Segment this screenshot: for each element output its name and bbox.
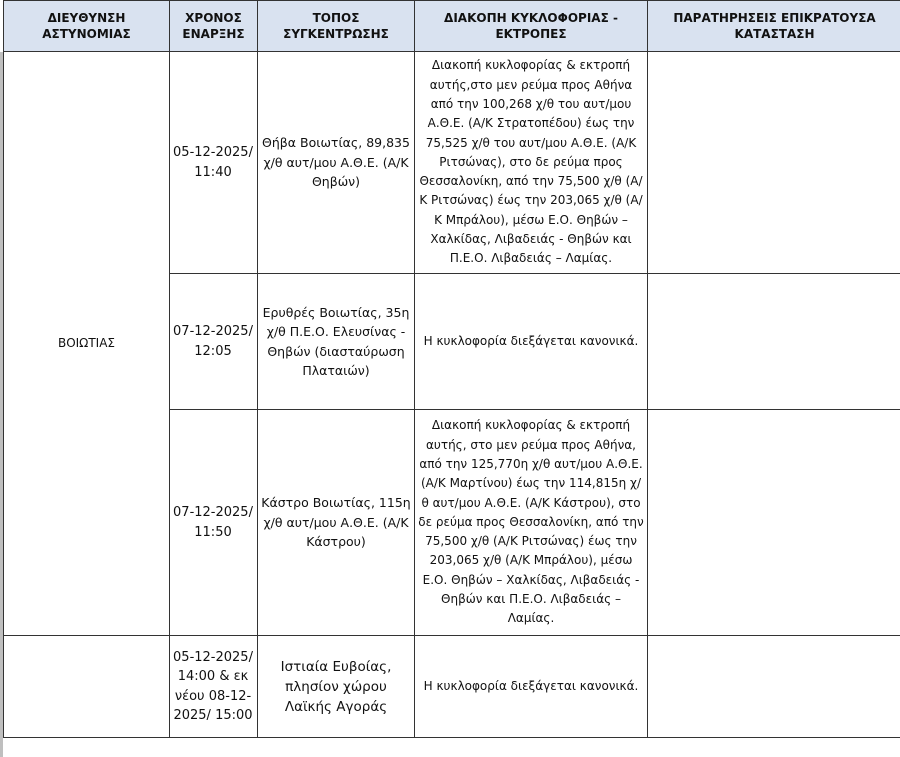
remarks-cell xyxy=(648,274,900,410)
traffic-cell: Η κυκλοφορία διεξάγεται κανονικά. xyxy=(415,274,648,410)
header-gathering-place: ΤΟΠΟΣ ΣΥΓΚΕΝΤΡΩΣΗΣ xyxy=(258,1,415,52)
remarks-cell xyxy=(648,636,900,738)
start-time-cell: 07-12-2025/ 12:05 xyxy=(170,274,258,410)
header-start-time: ΧΡΟΝΟΣ ΕΝΑΡΞΗΣ xyxy=(170,1,258,52)
place-cell: Θήβα Βοιωτίας, 89,835 χ/θ αυτ/μου Α.Θ.Ε. (Α/Κ Θηβών) xyxy=(258,52,415,274)
header-direction: ΔΙΕΥΘΥΝΣΗ ΑΣΤΥΝΟΜΙΑΣ xyxy=(4,1,170,52)
rallies-traffic-table xyxy=(3,0,900,738)
remarks-cell xyxy=(648,410,900,636)
table-header-row xyxy=(4,1,900,52)
table-row xyxy=(4,636,900,738)
remarks-cell xyxy=(648,52,900,274)
start-time-cell: 07-12-2025/ 11:50 xyxy=(170,410,258,636)
traffic-cell: Διακοπή κυκλοφορίας & εκτροπή αυτής, στο μεν ρεύμα προς Αθήνα, από την 125,770η χ/θ αυτ/μου Α.Θ.Ε. (Α/Κ Μαρτίνου) έως την 114,815η χ/θ αυτ/μου Α.Θ.Ε. (Α/Κ Κάστρου), στο δε ρεύμα προς Θεσσαλονίκη, από την 75,500 χ/θ (Α/Κ Ριτσώνας) έως την 203,065 χ/θ (Α/Κ Μπράλου), μέσω Ε.Ο. Θηβών – Χαλκίδας, Λιβαδειάς - Θηβών και Π.Ε.Ο. Λιβαδειάς – Λαμίας. xyxy=(415,410,648,636)
start-time-cell: 05-12-2025/ 14:00 & εκ νέου 08-12-2025/ 15:00 xyxy=(170,636,258,738)
place-cell: Κάστρο Βοιωτίας, 115η χ/θ αυτ/μου Α.Θ.Ε. (Α/Κ Κάστρου) xyxy=(258,410,415,636)
header-traffic-detours: ΔΙΑΚΟΠΗ ΚΥΚΛΟΦΟΡΙΑΣ - ΕΚΤΡΟΠΕΣ xyxy=(415,1,648,52)
place-cell: Ιστιαία Ευβοίας, πλησίον χώρου Λαϊκής Αγοράς xyxy=(258,636,415,738)
place-cell: Ερυθρές Βοιωτίας, 35η χ/θ Π.Ε.Ο. Ελευσίνας - Θηβών (διασταύρωση Πλαταιών) xyxy=(258,274,415,410)
header-remarks: ΠΑΡΑΤΗΡΗΣΕΙΣ ΕΠΙΚΡΑΤΟΥΣΑ ΚΑΤΑΣΤΑΣΗ xyxy=(648,1,900,52)
start-time-cell: 05-12-2025/ 11:40 xyxy=(170,52,258,274)
table-row xyxy=(4,52,900,274)
traffic-cell: Διακοπή κυκλοφορίας & εκτροπή αυτής,στο μεν ρεύμα προς Αθήνα από την 100,268 χ/θ του αυτ/μου Α.Θ.Ε. (Α/Κ Στρατοπέδου) έως την 75,525 χ/θ του αυτ/μου Α.Θ.Ε. (Α/Κ Ριτσώνας), στο δε ρεύμα προς Θεσσαλονίκη, από την 75,500 χ/θ (Α/Κ Ριτσώνας) έως την 203,065 χ/θ (Α/Κ Μπράλου), μέσω Ε.Ο. Θηβών – Χαλκίδας, Λιβαδειάς - Θηβών και Π.Ε.Ο. Λιβαδειάς – Λαμίας. xyxy=(415,52,648,274)
traffic-cell: Η κυκλοφορία διεξάγεται κανονικά. xyxy=(415,636,648,738)
direction-cell xyxy=(4,636,170,738)
direction-cell: ΒΟΙΩΤΙΑΣ xyxy=(4,52,170,636)
